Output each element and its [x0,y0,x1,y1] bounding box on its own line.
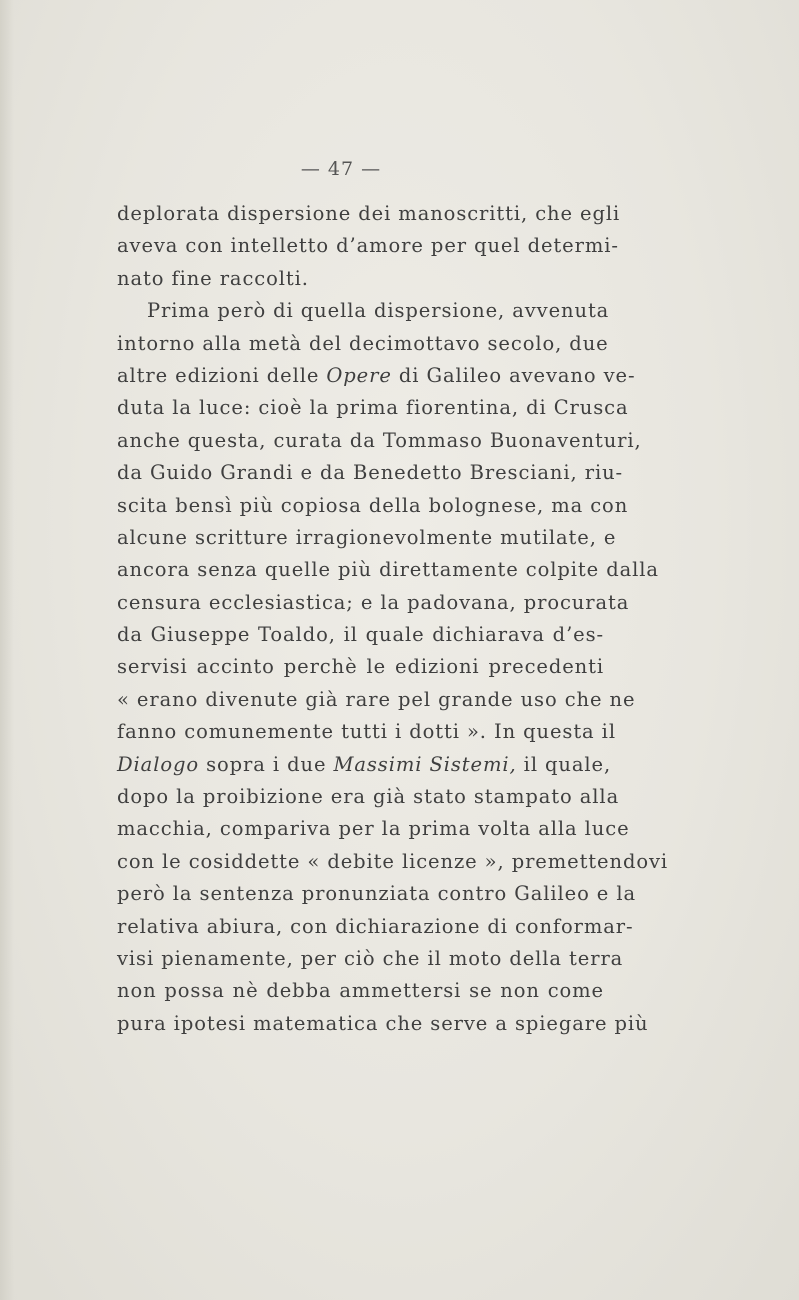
text-line: scita bensì più copiosa della bolognese, ma con [117,493,629,517]
text-line: visi pienamente, per ciò che il moto della terra [117,946,624,970]
text-line: duta la luce: cioè la prima fiorentina, di Crusca [117,396,629,420]
text-line: anche questa, curata da Tommaso Buonaventuri, [117,428,642,452]
text-line [117,749,612,781]
text-line: da Giuseppe Toaldo, il quale dichiarava d’es- [117,623,604,647]
text-line: ancora senza quelle più direttamente colpite dalla [117,558,659,582]
page-edge-shadow [0,0,14,1300]
text-line: macchia, compariva per la prima volta alla luce [117,817,630,841]
text-line: pura ipotesi matematica che serve a spiegare più [117,1011,649,1035]
text-segment: sopra i due [199,752,334,776]
text-line: censura ecclesiastica; e la padovana, procurata [117,590,630,614]
text-line: « erano divenute già rare pel grande uso che ne [117,687,636,711]
text-line: con le cosiddette « debite licenze », premettendovi [117,849,669,873]
text-line: intorno alla metà del decimottavo secolo, due [117,331,609,355]
text-line: aveva con intelletto d’amore per quel determi- [117,234,619,258]
text-line: dopo la proibizione era già stato stampato alla [117,785,620,809]
text-line [117,360,636,392]
text-line: da Guido Grandi e da Benedetto Bresciani, riu- [117,461,624,485]
text-line: deplorata dispersione dei manoscritti, che egli [117,202,621,225]
text-line: nato fine raccolti. [117,266,309,290]
text-segment: il quale, [516,752,612,776]
page-number: — 47 — [300,158,382,180]
italic-title: Dialogo [117,752,199,776]
text-line: relativa abiura, con dichiarazione di conformar- [117,914,634,938]
text-line: non possa nè debba ammettersi se non come [117,979,604,1003]
text-line: alcune scritture irragionevolmente mutilate, e [117,525,617,549]
text-segment: di Galileo avevano ve- [391,363,636,387]
italic-title: Opere [326,363,392,387]
text-line: però la sentenza pronunziata contro Galileo e la [117,882,637,906]
italic-title: Massimi Sistemi, [333,752,517,776]
text-line: servisi accinto perchè le edizioni precedenti [117,655,604,679]
text-line: Prima però di quella dispersione, avvenuta [147,299,610,323]
text-segment: altre edizioni delle [117,363,327,387]
text-line: fanno comunemente tutti i dotti ». In questa il [117,720,616,744]
body-text [117,198,669,1040]
